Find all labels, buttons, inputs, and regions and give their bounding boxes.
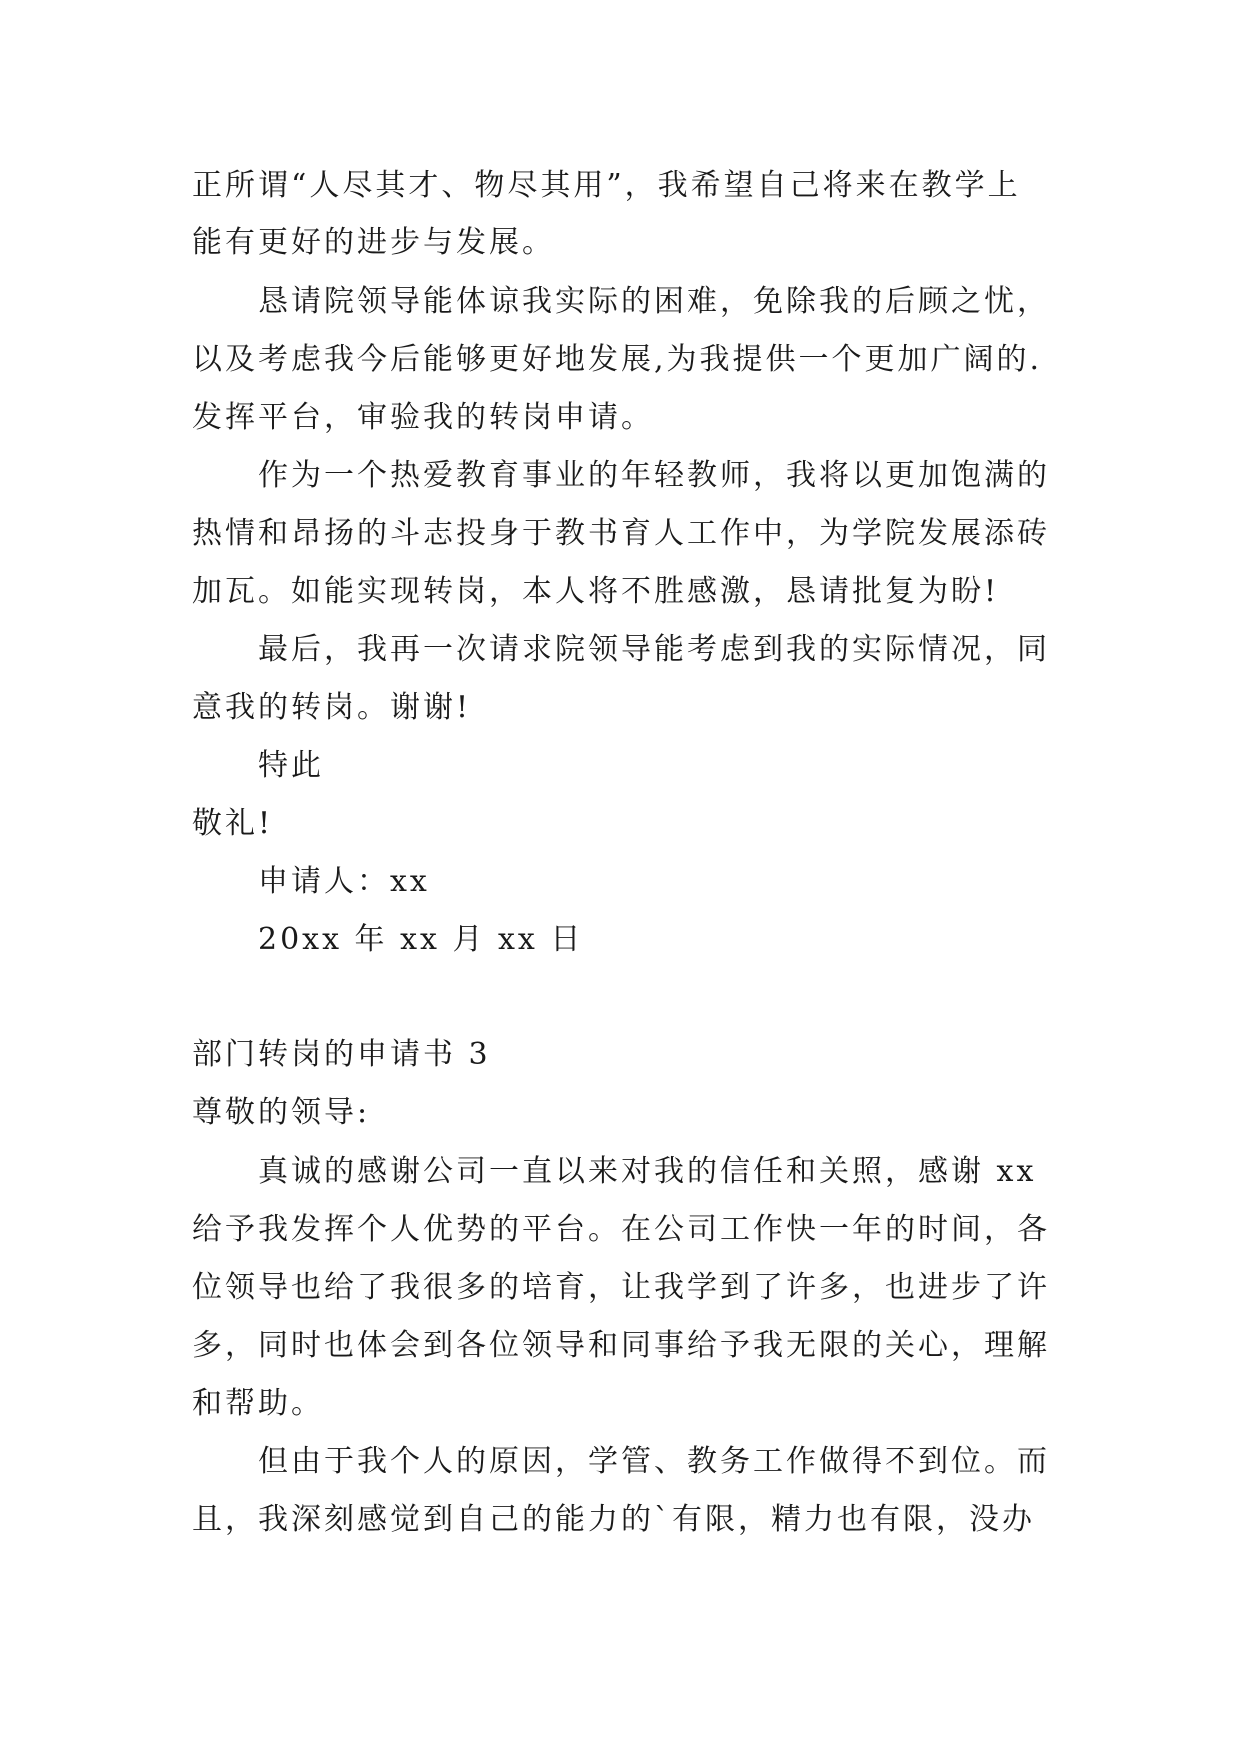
salutation: 尊敬的领导:: [192, 1095, 371, 1130]
date-line: 20xx 年 xx 月 xx 日: [258, 922, 584, 957]
text-line: 给予我发挥个人优势的平台。在公司工作快一年的时间，各: [192, 1212, 1050, 1247]
text-line: 正所谓“人尽其才、物尽其用”，我希望自己将来在教学上: [192, 168, 1021, 203]
text-line: 发挥平台，审验我的转岗申请。: [192, 400, 654, 435]
text-line: 能有更好的进步与发展。: [192, 225, 555, 260]
signature-line: 申请人：xx: [258, 864, 430, 899]
text-line: 加瓦。如能实现转岗，本人将不胜感激，恳请批复为盼!: [192, 574, 1000, 609]
text-line: 热情和昂扬的斗志投身于教书育人工作中，为学院发展添砖: [192, 516, 1050, 551]
section-title: 部门转岗的申请书 3: [192, 1037, 491, 1072]
text-line: 和帮助。: [192, 1386, 324, 1421]
text-line: 多，同时也体会到各位领导和同事给予我无限的关心，理解: [192, 1328, 1050, 1363]
text-line: 真诚的感谢公司一直以来对我的信任和关照，感谢 xx: [258, 1154, 1037, 1189]
text-line: 意我的转岗。谢谢!: [192, 690, 472, 725]
text-line: 作为一个热爱教育事业的年轻教师，我将以更加饱满的: [258, 458, 1050, 493]
text-line: 最后，我再一次请求院领导能考虑到我的实际情况，同: [258, 632, 1050, 667]
text-line: 且，我深刻感觉到自己的能力的`有限，精力也有限，没办: [192, 1502, 1035, 1537]
text-line: 以及考虑我今后能够更好地发展,为我提供一个更加广阔的.: [192, 342, 1043, 377]
text-line: 敬礼!: [192, 806, 274, 841]
text-line: 恳请院领导能体谅我实际的困难，免除我的后顾之忧，: [258, 284, 1050, 319]
text-line: 特此: [258, 748, 324, 783]
text-line: 位领导也给了我很多的培育，让我学到了许多，也进步了许: [192, 1270, 1050, 1305]
text-line: 但由于我个人的原因，学管、教务工作做得不到位。而: [258, 1444, 1050, 1479]
